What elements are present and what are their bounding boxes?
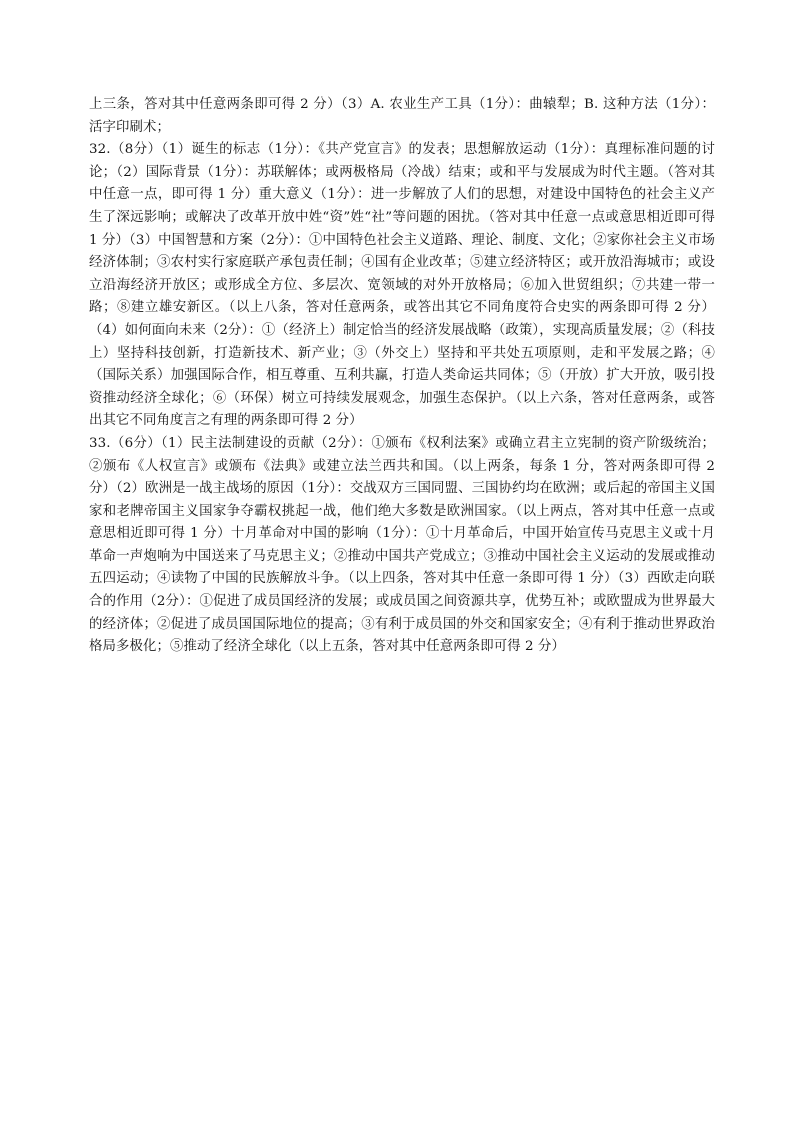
answer-continuation-paragraph: 上三条，答对其中任意两条即可得 2 分）（3）A. 农业生产工具（1分）：曲辕犁；B. 这种方法（1分）：活字印刷术；	[89, 97, 715, 135]
question-33-answer-paragraph: 33.（6分）（1）民主法制建设的贡献（2分）：①颁布《权利法案》或确立君主立宪制的资产阶级统治；②颁布《人权宣言》或颁布《法典》或建立法兰西共和国。（以上两条，每条 1 分，答对两条即可得 2 分）（2）欧洲是一战主战场的原因（1分）：交战双方三国同盟、三国协约均在欧洲；或后起的帝国主义国家和老牌帝国主义国家争夺霸权挑起一战，他们绝大多数是欧洲国家。（以上两点，答对其中任意一点或意思相近即可得 1 分）十月革命对中国的影响（1分）：①十月革命后，中国开始宣传马克思主义或十月革命一声炮响为中国送来了马克思主义；②推动中国共产党成立；③推动中国社会主义运动的发展或推动五四运动；④读物了中国的民族解放斗争。（以上四条，答对其中任意一条即可得 1 分）（3）西欧走向联合的作用（2分）：①促进了成员国经济的发展；或成员国之间资源共享，优势互补；或欧盟成为世界最大的经济体；②促进了成员国国际地位的提高；③有利于成员国的外交和国家安全；④有利于推动世界政治格局多极化；⑤推动了经济全球化（以上五条，答对其中任意两条即可得 2 分）	[89, 435, 715, 655]
question-32-answer-paragraph: 32.（8分）（1）诞生的标志（1分）：《共产党宣言》的发表；思想解放运动（1分）：真理标准问题的讨论；（2）国际背景（1分）：苏联解体；或两极格局（冷战）结束；或和平与发展成为时代主题。（答对其中任意一点，即可得 1 分）重大意义（1分）：进一步解放了人们的思想，对建设中国特色的社会主义产生了深远影响；或解决了改革开放中姓“资”姓“社”等问题的困扰。（答对其中任意一点或意思相近即可得 1 分）（3）中国智慧和方案（2分）：①中国特色社会主义道路、理论、制度、文化；②家你社会主义市场经济体制；③农村实行家庭联产承包责任制；④国有企业改革；⑤建立经济特区；或开放沿海城市；或设立沿海经济开放区；或形成全方位、多层次、宽领域的对外开放格局；⑥加入世贸组织；⑦共建一带一路；⑧建立雄安新区。（以上八条，答对任意两条，或答出其它不同角度符合史实的两条即可得 2 分）（4）如何面向未来（2分）：①（经济上）制定恰当的经济发展战略（政策），实现高质量发展；②（科技上）坚持科技创新，打造新技术、新产业；③（外交上）坚持和平共处五项原则，走和平发展之路；④（国际关系）加强国际合作，相互尊重、互利共赢，打造人类命运共同体；⑤（开放）扩大开放，吸引投资推动经济全球化；⑥（环保）树立可持续发展观念，加强生态保护。（以上六条，答对任意两条，或答出其它不同角度言之有理的两条即可得 2 分）	[89, 142, 715, 429]
answer-key-body	[89, 94, 715, 659]
